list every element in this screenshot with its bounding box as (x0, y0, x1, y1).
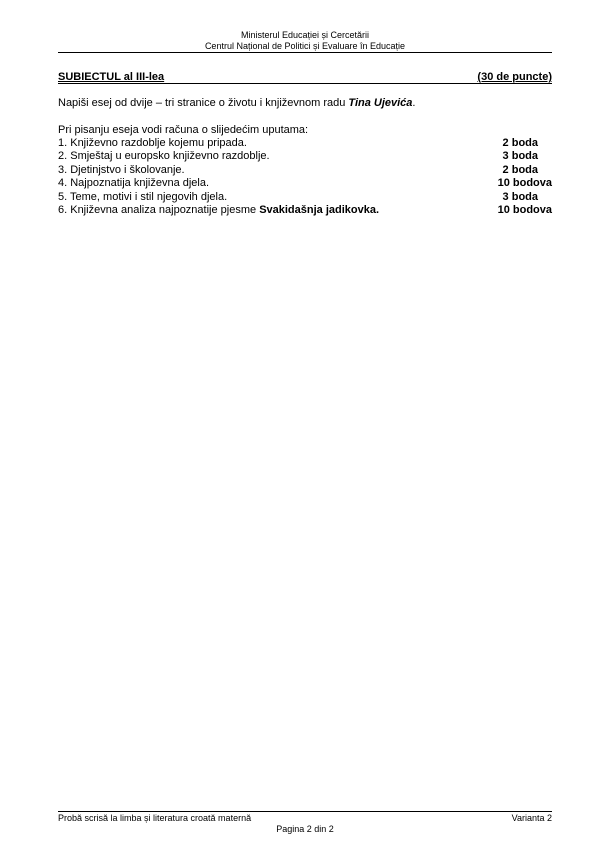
item-text-plain: 6. Književna analiza najpoznatije pjesme (58, 203, 260, 216)
item-score: 10 bodova (497, 203, 552, 216)
list-item (58, 204, 552, 217)
item-text: 2. Smještaj u europsko književno razdoblje. (58, 150, 270, 163)
item-score: 2 boda (502, 137, 538, 149)
author-name: Tina Ujevića (348, 97, 413, 109)
list-item (58, 191, 552, 204)
item-score: 2 boda (502, 163, 538, 176)
item-score: 10 bodova (497, 177, 552, 190)
item-text: 1. Književno razdoblje kojemu pripada. (58, 137, 247, 149)
footer-page-number: Pagina 2 din 2 (276, 824, 334, 834)
item-text: 4. Najpoznatija književna djela. (58, 177, 210, 190)
footer-divider (58, 811, 552, 812)
item-score: 3 boda (502, 150, 538, 163)
header-divider (58, 52, 552, 53)
item-text: 3. Djetinjstvo i školovanje. (58, 163, 185, 176)
page-header (0, 30, 610, 52)
header-center: Centrul Național de Politici și Evaluare în Educație (204, 41, 406, 51)
header-ministry: Ministerul Educației și Cercetării (240, 30, 370, 40)
instruction-text: Napiši esej od dvije – tri stranice o životu i književnom radu (58, 97, 349, 109)
item-text (58, 204, 379, 217)
item-score: 3 boda (502, 190, 538, 203)
footer-exam-name: Probă scrisă la limba și literatura croată maternă (58, 813, 252, 823)
list-item (58, 150, 552, 163)
guide-intro: Pri pisanju eseja vodi računa o slijedećim uputama: (58, 124, 309, 136)
list-item (58, 164, 552, 177)
list-item (58, 137, 552, 150)
item-text: 5. Teme, motivi i stil njegovih djela. (58, 190, 228, 203)
poem-title: Svakidašnja jadikovka. (259, 203, 380, 216)
subject-points: (30 de puncte) (477, 71, 552, 83)
subject-underline (58, 83, 552, 84)
task-instruction (58, 97, 415, 110)
footer-variant: Varianta 2 (511, 813, 552, 823)
list-item (58, 177, 552, 190)
instruction-end: . (412, 97, 416, 109)
subject-title: SUBIECTUL al III-lea (58, 71, 165, 83)
guide-list (58, 137, 552, 217)
